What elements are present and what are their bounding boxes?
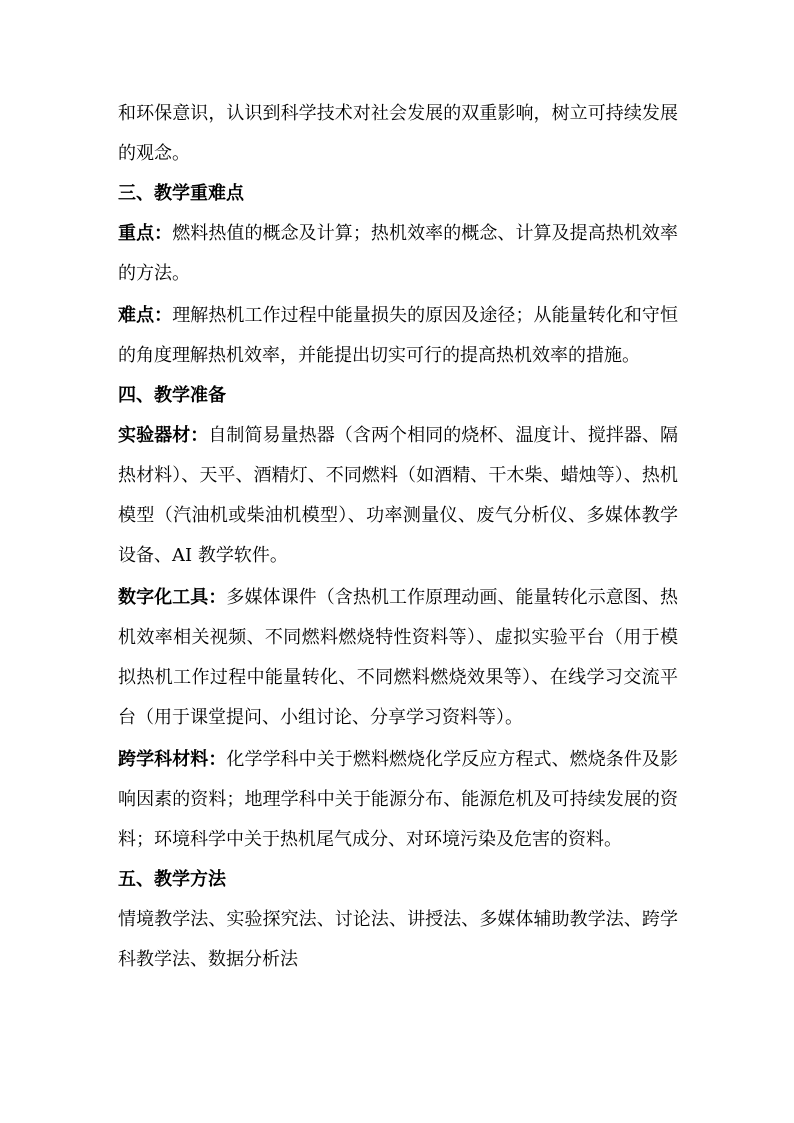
- lab-equipment-label: 实验器材：: [118, 425, 209, 446]
- lab-equipment-paragraph: [118, 416, 678, 576]
- document-page: [118, 94, 678, 980]
- digital-tools-text: 多媒体课件（含热机工作原理动画、能量转化示意图、热机效率相关视频、不同燃料燃烧特性资料等）、虚拟实验平台（用于模拟热机工作过程中能量转化、不同燃料燃烧效果等）、在线学习交流平台（用于课堂提问、小组讨论、分享学习资料等）。: [118, 587, 679, 728]
- cross-discipline-text: 化学学科中关于燃料燃烧化学反应方程式、燃烧条件及影响因素的资料；地理学科中关于能源分布、能源危机及可持续发展的资料；环境科学中关于热机尾气成分、对环境污染及危害的资料。: [118, 749, 679, 850]
- section-heading-teaching-methods: 五、教学方法: [118, 869, 226, 890]
- section-heading-teaching-preparation: 四、教学准备: [118, 385, 226, 406]
- cross-discipline-paragraph: [118, 740, 678, 860]
- digital-tools-label: 数字化工具：: [118, 587, 227, 608]
- lab-equipment-text: 自制简易量热器（含两个相同的烧杯、温度计、搅拌器、隔热材料）、天平、酒精灯、不同燃料（如酒精、干木柴、蜡烛等）、热机模型（汽油机或柴油机模型）、功率测量仪、废气分析仪、多媒体教学设备、AI 教学软件。: [118, 425, 679, 566]
- section-heading-key-difficult-points: 三、教学重难点: [118, 183, 244, 204]
- key-points-label: 重点：: [118, 223, 173, 244]
- key-points-text: 燃料热值的概念及计算；热机效率的概念、计算及提高热机效率的方法。: [118, 223, 679, 284]
- intro-paragraph: 和环保意识，认识到科学技术对社会发展的双重影响，树立可持续发展的观念。: [118, 103, 678, 164]
- difficult-points-paragraph: [118, 296, 678, 376]
- difficult-points-text: 理解热机工作过程中能量损失的原因及途径；从能量转化和守恒的角度理解热机效率，并能提出切实可行的提高热机效率的措施。: [118, 305, 679, 366]
- key-points-paragraph: [118, 214, 678, 294]
- cross-discipline-label: 跨学科材料：: [118, 749, 227, 770]
- teaching-methods-paragraph: 情境教学法、实验探究法、讨论法、讲授法、多媒体辅助教学法、跨学科教学法、数据分析法: [118, 909, 678, 970]
- digital-tools-paragraph: [118, 578, 678, 738]
- difficult-points-label: 难点：: [118, 305, 173, 326]
